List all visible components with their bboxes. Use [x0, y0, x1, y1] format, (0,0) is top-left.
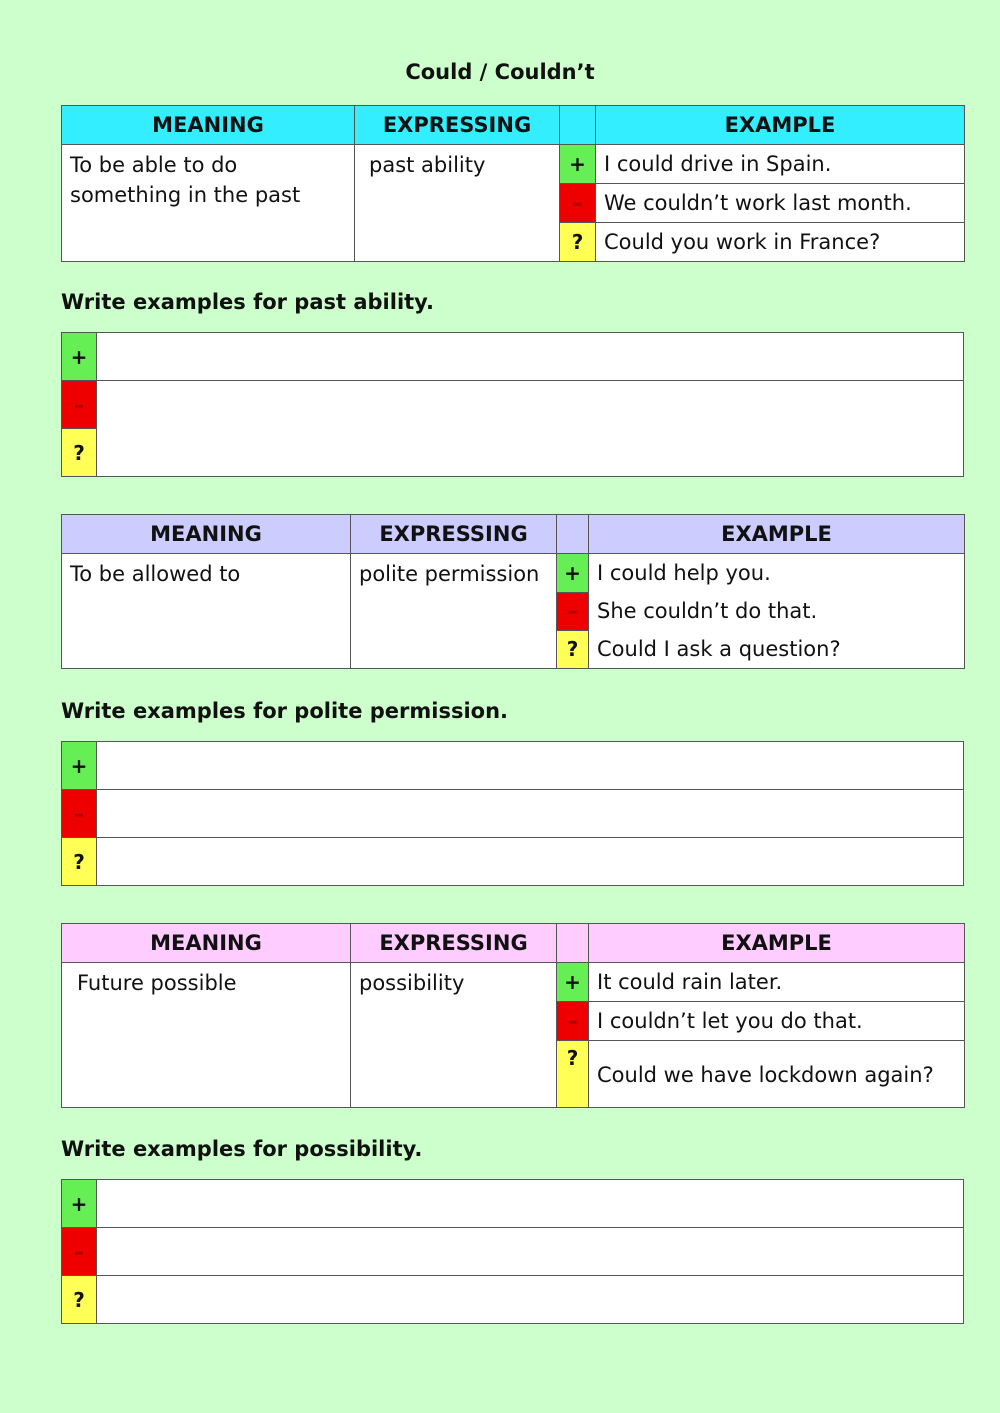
minus-sign: –: [62, 1228, 97, 1276]
header-example: EXAMPLE: [589, 515, 965, 554]
plus-sign: +: [62, 1180, 97, 1228]
question-sign: ?: [560, 223, 596, 262]
plus-sign: +: [560, 145, 596, 184]
example-question: Could we have lockdown again?: [589, 1041, 965, 1108]
header-symbol: [557, 924, 589, 963]
meaning-cell: To be allowed to: [62, 554, 351, 669]
answer-field-positive[interactable]: [97, 742, 964, 790]
expressing-cell: possibility: [351, 963, 557, 1108]
answer-field-question[interactable]: [97, 838, 964, 886]
header-symbol: [560, 106, 596, 145]
expressing-cell: past ability: [355, 145, 560, 262]
header-example: EXAMPLE: [596, 106, 965, 145]
example-negative: We couldn’t work last month.: [596, 184, 965, 223]
instruction-possibility: Write examples for possibility.: [61, 1137, 423, 1161]
question-sign: ?: [62, 429, 97, 477]
header-example: EXAMPLE: [589, 924, 965, 963]
question-sign: ?: [557, 1041, 589, 1108]
info-table-polite-permission: [61, 514, 965, 669]
example-negative: She couldn’t do that.: [589, 592, 965, 630]
meaning-cell: Future possible: [62, 963, 351, 1108]
write-table-past-ability: [61, 332, 964, 477]
minus-sign: –: [62, 381, 97, 429]
header-expressing: EXPRESSING: [351, 515, 557, 554]
header-symbol: [557, 515, 589, 554]
answer-field-negative-question[interactable]: [97, 381, 964, 477]
page-title: Could / Couldn’t: [405, 60, 595, 84]
header-meaning: MEANING: [62, 515, 351, 554]
minus-sign: –: [560, 184, 596, 223]
example-positive: It could rain later.: [589, 963, 965, 1002]
example-positive: I could help you.: [589, 554, 965, 593]
expressing-cell: polite permission: [351, 554, 557, 669]
header-meaning: MEANING: [62, 106, 355, 145]
minus-sign: –: [557, 1002, 589, 1041]
plus-sign: +: [62, 742, 97, 790]
answer-field-positive[interactable]: [97, 333, 964, 381]
question-sign: ?: [62, 838, 97, 886]
header-expressing: EXPRESSING: [355, 106, 560, 145]
header-meaning: MEANING: [62, 924, 351, 963]
answer-field-question[interactable]: [97, 1276, 964, 1324]
question-sign: ?: [557, 630, 589, 669]
example-question: Could you work in France?: [596, 223, 965, 262]
minus-sign: –: [62, 790, 97, 838]
info-table-possibility: [61, 923, 965, 1108]
answer-field-negative[interactable]: [97, 790, 964, 838]
write-table-possibility: [61, 1179, 964, 1324]
plus-sign: +: [557, 554, 589, 593]
answer-field-positive[interactable]: [97, 1180, 964, 1228]
answer-field-negative[interactable]: [97, 1228, 964, 1276]
example-question: Could I ask a question?: [589, 630, 965, 669]
plus-sign: +: [62, 333, 97, 381]
header-expressing: EXPRESSING: [351, 924, 557, 963]
example-negative: I couldn’t let you do that.: [589, 1002, 965, 1041]
minus-sign: –: [557, 592, 589, 630]
example-positive: I could drive in Spain.: [596, 145, 965, 184]
instruction-past-ability: Write examples for past ability.: [61, 290, 434, 314]
info-table-past-ability: [61, 105, 965, 262]
write-table-polite-permission: [61, 741, 964, 886]
plus-sign: +: [557, 963, 589, 1002]
instruction-polite-permission: Write examples for polite permission.: [61, 699, 509, 723]
question-sign: ?: [62, 1276, 97, 1324]
meaning-cell: To be able to do something in the past: [62, 145, 355, 262]
